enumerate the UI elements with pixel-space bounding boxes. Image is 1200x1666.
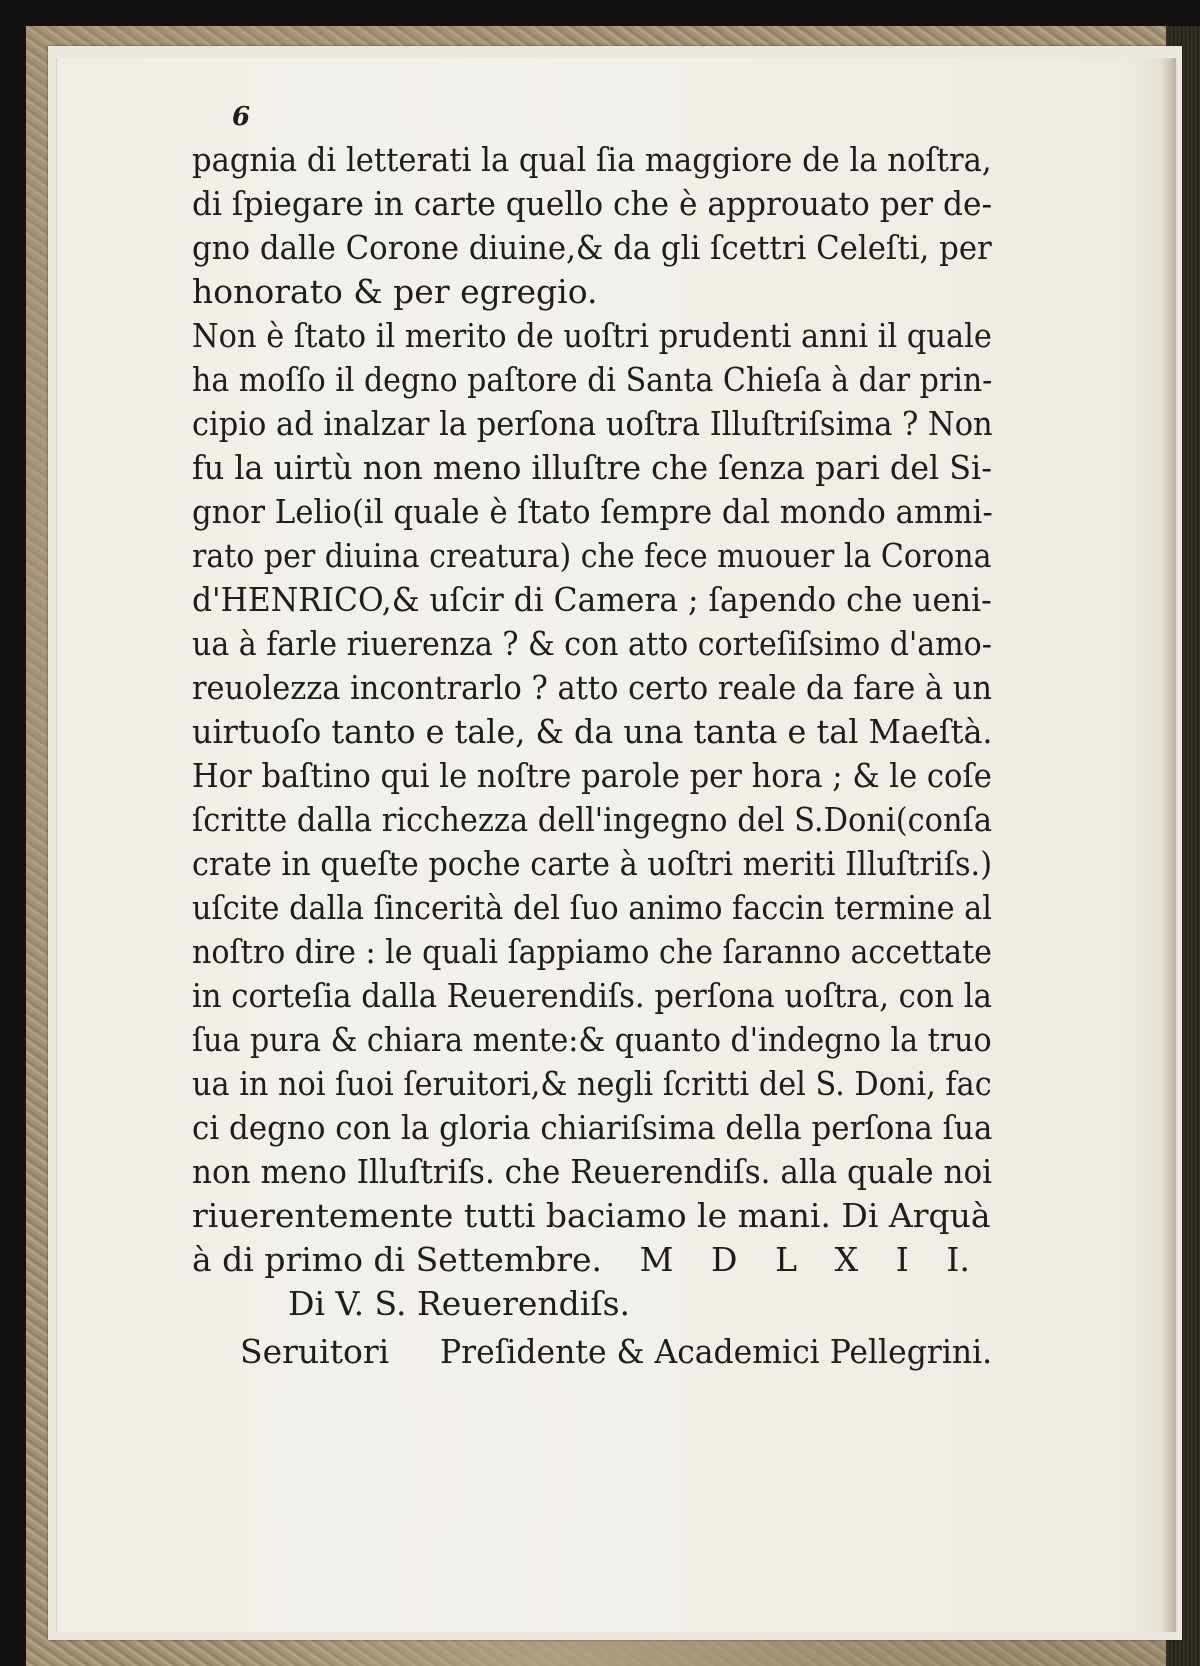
- year-letter: D: [711, 1240, 738, 1279]
- text-line: honorato & per egregio.: [192, 272, 598, 311]
- text-line: ci degno con la gloria chiariſsima della perſona ſua: [192, 1108, 993, 1147]
- signature-right: Preſidente & Academici Pellegrini.: [440, 1332, 993, 1371]
- text-line: ſua pura & chiara mente:& quanto d'indegno la truo: [192, 1020, 992, 1059]
- dateline: [192, 1238, 970, 1282]
- signature-left: Seruitori: [240, 1332, 390, 1371]
- year-letter: L: [775, 1240, 798, 1279]
- text-line: noſtro dire : le quali ſappiamo che ſaranno accettate: [192, 932, 992, 971]
- page-number: 6: [232, 102, 251, 132]
- text-line: fu la uirtù non meno illuſtre che ſenza pari del Si-: [192, 448, 992, 487]
- text-line: Hor baſtino qui le noſtre parole per hora ; & le coſe: [192, 756, 992, 795]
- text-line: rato per diuina creatura) che fece muouer la Corona: [192, 536, 992, 575]
- year-letter: I: [895, 1240, 909, 1279]
- address-line: Di V. S. Reuerendiſs.: [288, 1284, 630, 1323]
- text-line: gno dalle Corone diuine,& da gli ſcettri Celeſti, per: [192, 228, 992, 267]
- text-line: ua à farle riuerenza ? & con atto corteſiſsimo d'amo-: [192, 624, 992, 663]
- text-line: Non è ſtato il merito de uoſtri prudenti anni il quale: [192, 316, 992, 355]
- year-letter: M: [639, 1240, 674, 1279]
- text-line: reuolezza incontrarlo ? atto certo reale da fare à un: [192, 668, 992, 707]
- text-line: riuerentemente tutti baciamo le mani. Di Arquà: [192, 1196, 991, 1235]
- text-line: di ſpiegare in carte quello che è approuato per de-: [192, 184, 993, 223]
- text-line: ſcritte dalla ricchezza dell'ingegno del S.Doni(conſa: [192, 800, 993, 839]
- text-line: cipio ad inalzar la perſona uoſtra Illuſtriſsima ? Non: [192, 404, 993, 443]
- text-line: in corteſia dalla Reuerendiſs. perſona uoſtra, con la: [192, 976, 992, 1015]
- text-line: ua in noi ſuoi ſeruitori,& negli ſcritti del S. Doni, fac: [192, 1064, 992, 1103]
- text-line: non meno Illuſtriſs. che Reuerendiſs. alla quale noi: [192, 1152, 993, 1191]
- text-line: uſcite dalla ſincerità del ſuo animo faccin termine al: [192, 888, 992, 927]
- text-line: ha moſſo il degno paſtore di Santa Chieſa à dar prin-: [192, 360, 993, 399]
- text-line: gnor Lelio(il quale è ſtato ſempre dal mondo ammi-: [192, 492, 993, 531]
- text-line: crate in queſte poche carte à uoſtri meriti Illuſtriſs.): [192, 844, 993, 883]
- dateline-text: à di primo di Settembre.: [192, 1240, 603, 1279]
- text-line: d'HENRICO,& uſcir di Camera ; ſapendo che ueni-: [192, 580, 992, 619]
- year-letter: I.: [946, 1240, 970, 1279]
- page-gutter: [1160, 58, 1176, 1632]
- year-letter: X: [834, 1240, 859, 1279]
- text-line: pagnia di letterati la qual ſia maggiore de la noſtra,: [192, 140, 992, 179]
- text-line: uirtuoſo tanto e tale, & da una tanta e tal Maeſtà.: [192, 712, 993, 751]
